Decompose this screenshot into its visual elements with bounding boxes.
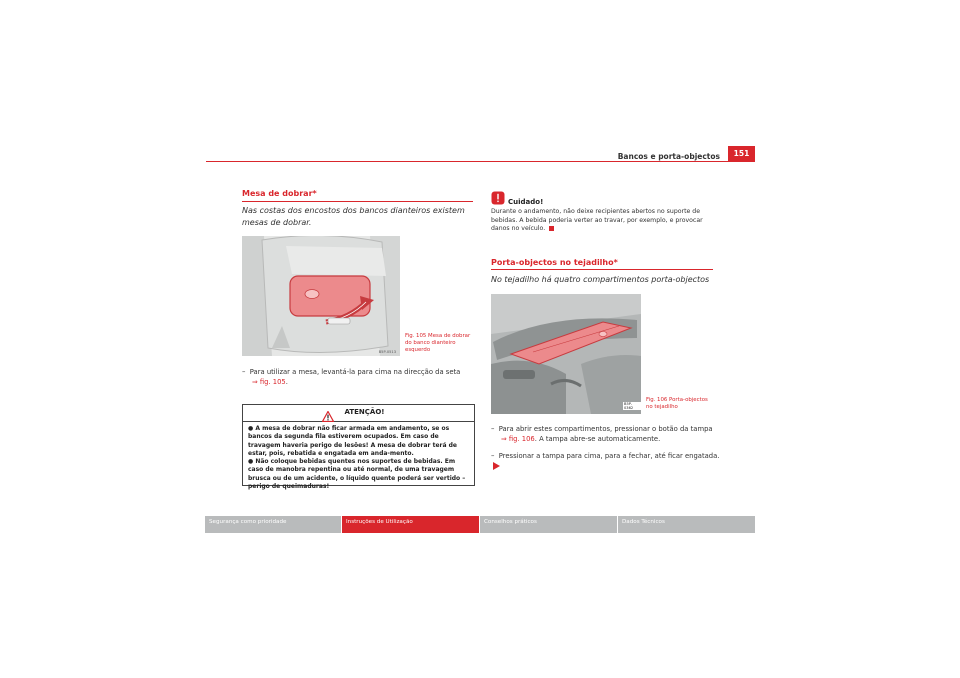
section-lead: No tejadilho há quatro compartimentos porta-objectos [491,275,710,284]
warning-item-1-text: A mesa de dobrar não ficar armada em andamento, se os bancos da segunda fila estiverem ocupados. Em caso de travagem haveria perigo de lesões! A mesa de dobrar terá de estar, pois, rebatida e engatada em anda-mento. [248,425,458,457]
step-1-end: . A tampa abre-se automaticamente. [534,434,661,443]
figure-105-caption: Fig. 105 Mesa de dobrar do banco dianteiro esquerdo [405,333,471,353]
caution-icon [491,190,505,209]
caution-title: Cuidado! [508,198,544,206]
step-2-text: Pressionar a tampa para cima, para a fechar, até ficar engatada. [498,452,720,460]
figure-code: B5P-0513 [378,350,396,354]
instruction-step [242,368,473,387]
step-dash: – [491,452,495,460]
section-title-roof-storage: Porta-objectos no tejadilho* [491,258,618,267]
section-rule [491,269,713,270]
caution-text-content: Durante o andamento, não deixe recipientes abertos no suporte de bebidas. A bebida poderia verter ao travar, por exemplo, e provocar danos no veículo. [491,208,703,233]
warning-item-2 [248,458,469,491]
figure-code: B5P-0362 [623,402,641,410]
running-header: Bancos e porta-objectos [617,152,720,161]
section-rule [242,201,473,202]
nav-tab-practical-tips[interactable]: Conselhos práticos [480,516,617,533]
end-of-section-marker [549,226,554,231]
section-lead: Nas costas dos encostos dos bancos dianteiros existem mesas de dobrar. [242,206,465,227]
caution-text [491,208,719,234]
warning-item-2-text: Não coloque bebidas quentes nos suportes de bebidas. Em caso de manobra repentina ou até normal, de uma travagem brusca ou de um acidente, o líquido quente poderá ser vertido – perigo de queimaduras! [248,458,466,491]
fig-106-link[interactable]: ⇒ fig. 106 [501,434,535,443]
nav-tab-safety[interactable]: Segurança como prioridade [205,516,341,533]
nav-tab-instructions[interactable]: Instruções de Utilização [342,516,479,533]
step-dash: – [242,368,246,376]
nav-tab-technical-data[interactable]: Dados Técnicos [618,516,755,533]
instruction-step-2 [491,452,723,473]
step-text: Para utilizar a mesa, levantá-la para cima na direcção da seta [249,368,461,376]
fig-105-link[interactable]: ⇒ fig. 105 [252,377,286,386]
header-rule [206,161,728,162]
figure-105-image [242,236,400,356]
figure-106-image [491,294,641,414]
warning-header [243,405,474,422]
bullet-icon: ● [248,458,254,466]
step-dash: – [491,425,495,433]
instruction-step-1 [491,425,723,444]
bullet-icon: ● [248,425,254,432]
warning-item-1 [248,425,469,458]
warning-body [243,422,474,494]
warning-box [242,404,475,491]
step-1-text: Para abrir estes compartimentos, pressionar o botão da tampa [498,425,713,433]
figure-106-caption: Fig. 106 Porta-objectos no tejadilho [646,397,708,410]
page-number: 151 [728,146,755,162]
next-page-arrow-icon [493,462,500,474]
section-title-folding-table: Mesa de dobrar* [242,189,317,198]
step-end: . [285,377,288,386]
warning-title: ATENÇÃO! [344,408,385,416]
